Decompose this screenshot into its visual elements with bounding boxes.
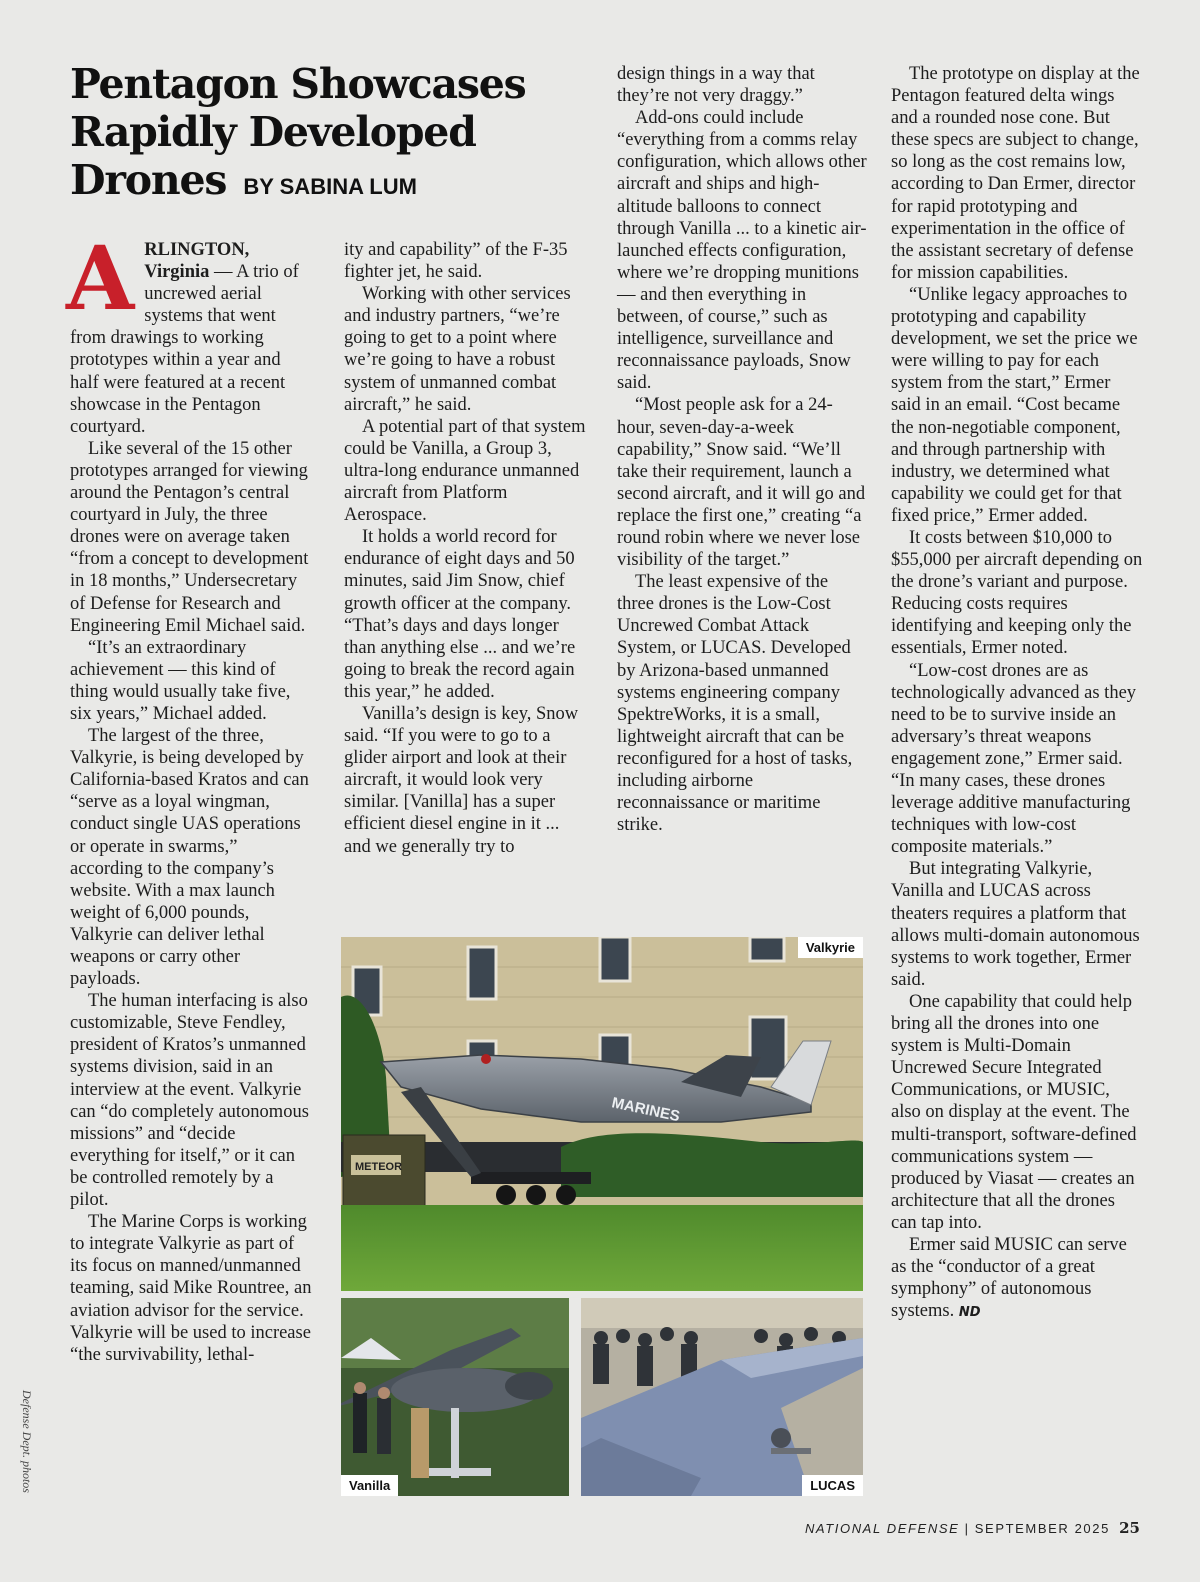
vanilla-illustration <box>341 1298 569 1496</box>
article-column-4 <box>891 63 1143 1324</box>
paragraph: Add-ons could include “everything from a comms relay configuration, which allows other aircraft and ships and high-altitude balloons to connect through Vanilla ... to a kinetic air-launched effects configuration, where we’re dropping munitions — and then everything in between, of course,” such as intelligence, surveillance and reconnaissance payloads, Snow said. <box>617 108 867 394</box>
end-mark: ND <box>958 1305 981 1321</box>
issue-date: SEPTEMBER 2025 <box>974 1521 1110 1536</box>
article-headline <box>70 60 610 211</box>
page-footer <box>805 1519 1140 1537</box>
paragraph: The prototype on display at the Pentagon featured delta wings and a rounded nose cone. But these specs are subject to change, so long as the cost remains low, according to Dan Ermer, director for rapid prototyping and experimentation in the office of the assistant secretary of defense for mission capabilities. <box>891 64 1140 283</box>
valkyrie-photo <box>341 937 863 1291</box>
lucas-illustration <box>581 1298 863 1496</box>
paragraph: The human interfacing is also customizable, Steve Fendley, president of Kratos’s unmanned systems division, said in an interview at the event. Valkyrie can “do completely autonomous missions” and “decide everything for itself,” or it can be controlled remotely by a pilot. <box>70 991 309 1211</box>
paragraph: It costs between $10,000 to $55,000 per aircraft depending on the drone’s variant and purpose. Reducing costs requires identifying and keeping only the essentials, Ermer noted. <box>891 527 1143 659</box>
paragraph: Vanilla’s design is key, Snow said. “If you were to go to a glider airport and look at their aircraft, it would look very similar. [Vanilla] has a super efficient diesel engine in it ... and we generally try to <box>344 703 579 857</box>
paragraph: ity and capability” of the F-35 fighter jet, he said. <box>344 240 568 283</box>
page-number: 25 <box>1119 1519 1140 1537</box>
paragraph: One capability that could help bring all the drones into one system is Multi-Domain Uncrewed Secure Integrated Communications, or MUSIC, also on display at the event. The multi-transport, software-defined communications system — produced by Viasat — creates an architecture that all the drones can tap into. <box>891 991 1137 1233</box>
vanilla-photo <box>341 1298 569 1496</box>
drop-cap: A <box>66 226 135 330</box>
byline: BY SABINA LUM <box>243 174 417 199</box>
paragraph: The least expensive of the three drones is the Low-Cost Uncrewed Combat Attack System, or LUCAS. Developed by Arizona-based unmanned systems engineering company SpektreWorks, it is a small, lightweight aircraft that can be reconfigured for a host of tasks, including airborne reconnaissance or maritime strike. <box>617 572 853 836</box>
vanilla-caption: Vanilla <box>341 1475 398 1496</box>
paragraph: “Unlike legacy approaches to prototyping and capability development, we set the price we were willing to pay for each system from the start,” Ermer said in an email. “Cost became the non-negotiable component, and through partnership with industry, we determined what capability we could get for that fixed price,” Ermer added. <box>891 284 1138 526</box>
paragraph: “Low-cost drones are as technologically advanced as they need to be to survive inside an adversary’s threat weapons engagement zone,” Ermer said. “In many cases, these drones leverage additive manufacturing techniques with low-cost composite materials.” <box>891 660 1137 858</box>
paragraph: Like several of the 15 other prototypes arranged for viewing around the Pentagon’s central courtyard in July, the three drones were on average taken “from a concept to development in 18 months,” Undersecretary of Defense for Research and Engineering Emil Michael said. <box>70 438 309 636</box>
article-column-2 <box>344 239 586 858</box>
paragraph: The largest of the three, Valkyrie, is being developed by California-based Kratos and can “serve as a loyal wingman, conduct single UAS operations or operate in swarms,” according to the company’s website. With a max launch weight of 6,000 pounds, Valkyrie can deliver lethal weapons or carry other payloads. <box>70 726 309 990</box>
paragraph: It holds a world record for endurance of eight days and 50 minutes, said Jim Snow, chief growth officer at the company. “That’s days and days longer than anything else ... and we’re going to break the record again this year,” he added. <box>344 527 576 702</box>
paragraph: design things in a way that they’re not very draggy.” <box>617 64 815 107</box>
paragraph: But integrating Valkyrie, Vanilla and LUCAS across theaters requires a platform that allows multi-domain autonomous systems to work together, Ermer said. <box>891 859 1140 990</box>
lucas-caption: LUCAS <box>802 1475 863 1496</box>
lead-paragraph <box>66 226 312 438</box>
paragraph: The Marine Corps is working to integrate Valkyrie as part of its focus on manned/unmanned teaming, said Mike Rountree, an aviation advisor for the service. Valkyrie will be used to increase “the survivability, lethal- <box>70 1212 312 1365</box>
photo-credit: Defense Dept. photos <box>20 1390 34 1493</box>
article-column-1 <box>66 226 312 1366</box>
meteor-sign-text: METEOR <box>355 1161 403 1173</box>
valkyrie-illustration <box>341 937 863 1291</box>
valkyrie-caption: Valkyrie <box>798 937 863 958</box>
paragraph: “It’s an extraordinary achievement — this kind of thing would usually take five, six years,” Michael added. <box>70 637 291 724</box>
paragraph: Working with other services and industry partners, “we’re going to get to a point where we’re going to have a robust system of unmanned combat aircraft,” he said. <box>344 284 571 415</box>
paragraph: A potential part of that system could be Vanilla, a Group 3, ultra-long endurance unmanned aircraft from Platform Aerospace. <box>344 416 586 526</box>
lucas-photo <box>581 1298 863 1496</box>
footer-separator: | <box>959 1521 975 1536</box>
aircraft-marking-text: MARINES <box>610 1094 682 1126</box>
paragraph <box>891 1234 1143 1324</box>
dateline: RLINGTON, Virginia <box>144 240 250 283</box>
article-column-3 <box>617 63 867 836</box>
article-title: Pentagon Showcases Rapidly Developed Drones <box>70 60 526 204</box>
paragraph: “Most people ask for a 24-hour, seven-day-a-week capability,” Snow said. “We’ll take their requirement, launch a second aircraft, and it will go and replace the first one,” creating “a round robin where we never lose visibility of the target.” <box>617 395 866 571</box>
paragraph-text: — A trio of uncrewed aerial systems that went from drawings to working prototypes within a year and half were featured at a recent showcase in the Pentagon courtyard. <box>70 262 299 437</box>
paragraph-text: Ermer said MUSIC can serve as the “conductor of a great symphony” of autonomous systems. <box>891 1234 1127 1322</box>
magazine-name: NATIONAL DEFENSE <box>804 1521 960 1536</box>
